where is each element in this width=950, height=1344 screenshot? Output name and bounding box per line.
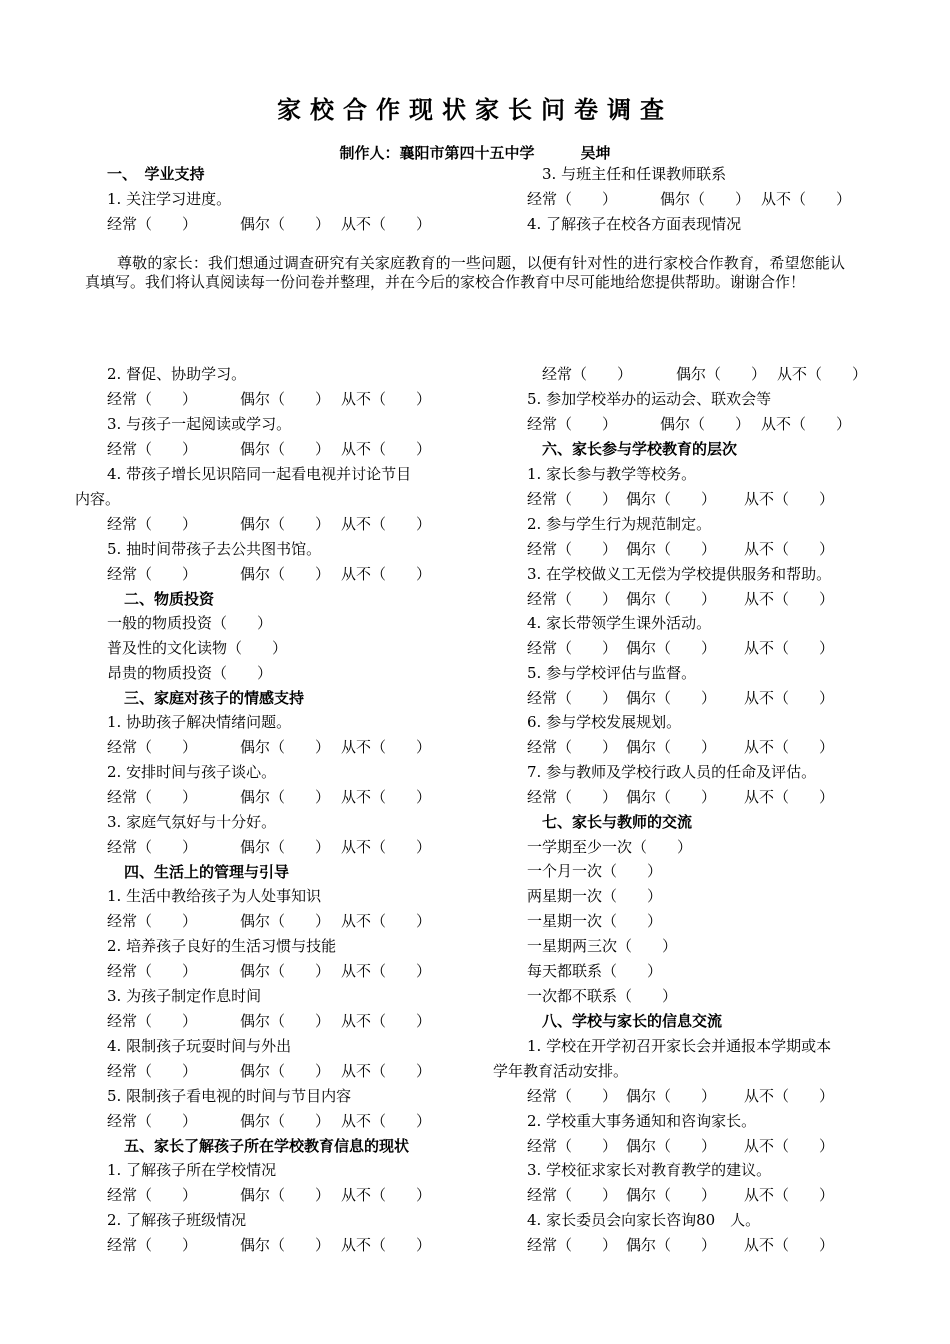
answer-sometimes[interactable]: 偶尔（ ） xyxy=(240,1112,331,1130)
question: 1. 协助孩子解决情绪问题。 xyxy=(107,713,292,731)
section-6-title: 六、家长参与学校教育的层次 xyxy=(542,440,738,458)
answer-often[interactable]: 经常（ ） xyxy=(107,440,198,458)
answer-often[interactable]: 经常（ ） xyxy=(107,1186,198,1204)
answer-sometimes[interactable]: 偶尔（ ） xyxy=(626,540,717,558)
option-item[interactable]: 一次都不联系（ ） xyxy=(527,987,678,1005)
question-continued: 内容。 xyxy=(75,490,121,508)
question: 7. 参与教师及学校行政人员的任命及评估。 xyxy=(527,763,817,781)
answer-sometimes[interactable]: 偶尔（ ） xyxy=(626,788,717,806)
answer-never[interactable]: 从不（ ） xyxy=(341,738,432,756)
answer-never[interactable]: 从不（ ） xyxy=(341,390,432,408)
question: 5. 限制孩子看电视的时间与节目内容 xyxy=(107,1087,352,1105)
option-item[interactable]: 一般的物质投资（ ） xyxy=(107,614,273,632)
answer-often[interactable]: 经常（ ） xyxy=(107,962,198,980)
question: 4. 家长委员会向家长咨询80 人。 xyxy=(527,1211,761,1229)
question: 5. 参加学校举办的运动会、联欢会等 xyxy=(527,390,772,408)
answer-sometimes[interactable]: 偶尔（ ） xyxy=(240,1236,331,1254)
answer-sometimes[interactable]: 偶尔（ ） xyxy=(240,215,331,233)
question: 1. 了解孩子所在学校情况 xyxy=(107,1161,277,1179)
answer-never[interactable]: 从不（ ） xyxy=(341,440,432,458)
answer-often[interactable]: 经常（ ） xyxy=(527,590,618,608)
answer-sometimes[interactable]: 偶尔（ ） xyxy=(240,738,331,756)
question: 3. 学校征求家长对教育教学的建议。 xyxy=(527,1161,772,1179)
option-item[interactable]: 昂贵的物质投资（ ） xyxy=(107,664,273,682)
section-8-title: 八、学校与家长的信息交流 xyxy=(542,1012,723,1030)
answer-sometimes[interactable]: 偶尔（ ） xyxy=(240,1062,331,1080)
answer-sometimes[interactable]: 偶尔（ ） xyxy=(240,1012,331,1030)
section-1-title: 一、 学业支持 xyxy=(107,165,205,183)
answer-often[interactable]: 经常（ ） xyxy=(107,1236,198,1254)
answer-sometimes[interactable]: 偶尔（ ） xyxy=(240,962,331,980)
answer-often[interactable]: 经常（ ） xyxy=(527,540,618,558)
answer-never[interactable]: 从不（ ） xyxy=(744,590,835,608)
answer-sometimes[interactable]: 偶尔（ ） xyxy=(240,515,331,533)
answer-never[interactable]: 从不（ ） xyxy=(341,565,432,583)
option-item[interactable]: 一星期两三次（ ） xyxy=(527,937,678,955)
option-item[interactable]: 两星期一次（ ） xyxy=(527,887,663,905)
answer-never[interactable]: 从不（ ） xyxy=(777,365,868,383)
answer-never[interactable]: 从不（ ） xyxy=(341,1062,432,1080)
answer-often[interactable]: 经常（ ） xyxy=(107,215,198,233)
answer-sometimes[interactable]: 偶尔（ ） xyxy=(626,1236,717,1254)
answer-never[interactable]: 从不（ ） xyxy=(341,838,432,856)
question: 2. 了解孩子班级情况 xyxy=(107,1211,247,1229)
answer-often[interactable]: 经常（ ） xyxy=(527,639,618,657)
answer-never[interactable]: 从不（ ） xyxy=(744,689,835,707)
answer-sometimes[interactable]: 偶尔（ ） xyxy=(660,415,751,433)
answer-never[interactable]: 从不（ ） xyxy=(341,515,432,533)
intro-paragraph: 尊敬的家长：我们想通过调查研究有关家庭教育的一些问题，以便有针对性的进行家校合作教育，希望您能认真填写。我们将认真阅读每一份问卷并整理，并在今后的家校合作教育中尽可能地给您提供帮助。谢谢合作！ xyxy=(85,254,845,291)
answer-often[interactable]: 经常（ ） xyxy=(527,1087,618,1105)
answer-often[interactable]: 经常（ ） xyxy=(107,1112,198,1130)
question: 3. 家庭气氛好与十分好。 xyxy=(107,813,277,831)
answer-often[interactable]: 经常（ ） xyxy=(542,365,633,383)
answer-never[interactable]: 从不（ ） xyxy=(761,415,852,433)
question: 1. 生活中教给孩子为人处事知识 xyxy=(107,887,322,905)
answer-never[interactable]: 从不（ ） xyxy=(341,1012,432,1030)
question: 3. 在学校做义工无偿为学校提供服务和帮助。 xyxy=(527,565,832,583)
answer-often[interactable]: 经常（ ） xyxy=(107,1062,198,1080)
option-item[interactable]: 一星期一次（ ） xyxy=(527,912,663,930)
answer-often[interactable]: 经常（ ） xyxy=(107,788,198,806)
answer-sometimes[interactable]: 偶尔（ ） xyxy=(626,639,717,657)
question: 4. 带孩子增长见识陪同一起看电视并讨论节目 xyxy=(107,465,412,483)
answer-often[interactable]: 经常（ ） xyxy=(107,565,198,583)
answer-never[interactable]: 从不（ ） xyxy=(744,788,835,806)
option-item[interactable]: 一个月一次（ ） xyxy=(527,862,663,880)
question: 1. 家长参与教学等校务。 xyxy=(527,465,697,483)
question: 2. 安排时间与孩子谈心。 xyxy=(107,763,277,781)
answer-never[interactable]: 从不（ ） xyxy=(744,490,835,508)
question-continued: 学年教育活动安排。 xyxy=(493,1062,629,1080)
answer-often[interactable]: 经常（ ） xyxy=(527,788,618,806)
answer-never[interactable]: 从不（ ） xyxy=(744,639,835,657)
answer-never[interactable]: 从不（ ） xyxy=(341,912,432,930)
answer-sometimes[interactable]: 偶尔（ ） xyxy=(626,1137,717,1155)
question: 4. 家长带领学生课外活动。 xyxy=(527,614,712,632)
answer-never[interactable]: 从不（ ） xyxy=(341,788,432,806)
answer-often[interactable]: 经常（ ） xyxy=(527,190,618,208)
question: 1. 学校在开学初召开家长会并通报本学期或本 xyxy=(527,1037,832,1055)
section-3-title: 三、家庭对孩子的情感支持 xyxy=(124,689,305,707)
answer-sometimes[interactable]: 偶尔（ ） xyxy=(626,1186,717,1204)
answer-sometimes[interactable]: 偶尔（ ） xyxy=(240,390,331,408)
answer-often[interactable]: 经常（ ） xyxy=(527,738,618,756)
section-7-title: 七、家长与教师的交流 xyxy=(542,813,693,831)
answer-sometimes[interactable]: 偶尔（ ） xyxy=(626,689,717,707)
answer-often[interactable]: 经常（ ） xyxy=(107,912,198,930)
answer-never[interactable]: 从不（ ） xyxy=(341,1112,432,1130)
question: 3. 与班主任和任课教师联系 xyxy=(542,165,727,183)
question: 2. 培养孩子良好的生活习惯与技能 xyxy=(107,937,337,955)
answer-often[interactable]: 经常（ ） xyxy=(527,1186,618,1204)
option-item[interactable]: 普及性的文化读物（ ） xyxy=(107,639,288,657)
answer-often[interactable]: 经常（ ） xyxy=(107,390,198,408)
answer-never[interactable]: 从不（ ） xyxy=(744,1186,835,1204)
question: 4. 限制孩子玩耍时间与外出 xyxy=(107,1037,292,1055)
option-item[interactable]: 每天都联系（ ） xyxy=(527,962,663,980)
answer-never[interactable]: 从不（ ） xyxy=(744,1087,835,1105)
answer-never[interactable]: 从不（ ） xyxy=(341,1236,432,1254)
answer-often[interactable]: 经常（ ） xyxy=(107,738,198,756)
question: 2. 学校重大事务通知和咨询家长。 xyxy=(527,1112,757,1130)
option-item[interactable]: 一学期至少一次（ ） xyxy=(527,838,693,856)
answer-sometimes[interactable]: 偶尔（ ） xyxy=(626,490,717,508)
answer-often[interactable]: 经常（ ） xyxy=(527,415,618,433)
answer-often[interactable]: 经常（ ） xyxy=(527,1137,618,1155)
answer-sometimes[interactable]: 偶尔（ ） xyxy=(240,912,331,930)
question: 5. 参与学校评估与监督。 xyxy=(527,664,697,682)
answer-never[interactable]: 从不（ ） xyxy=(744,540,835,558)
answer-never[interactable]: 从不（ ） xyxy=(744,738,835,756)
answer-often[interactable]: 经常（ ） xyxy=(107,515,198,533)
question: 5. 抽时间带孩子去公共图书馆。 xyxy=(107,540,322,558)
section-2-title: 二、物质投资 xyxy=(124,590,215,608)
answer-sometimes[interactable]: 偶尔（ ） xyxy=(676,365,767,383)
answer-never[interactable]: 从不（ ） xyxy=(341,1186,432,1204)
answer-sometimes[interactable]: 偶尔（ ） xyxy=(240,838,331,856)
author-line xyxy=(0,142,950,163)
page-title: 家校合作现状家长问卷调查 xyxy=(277,96,673,124)
question: 2. 督促、协助学习。 xyxy=(107,365,247,383)
answer-sometimes[interactable]: 偶尔（ ） xyxy=(626,738,717,756)
answer-sometimes[interactable]: 偶尔（ ） xyxy=(626,1087,717,1105)
question: 2. 参与学生行为规范制定。 xyxy=(527,515,712,533)
answer-never[interactable]: 从不（ ） xyxy=(761,190,852,208)
answer-often[interactable]: 经常（ ） xyxy=(527,490,618,508)
answer-often[interactable]: 经常（ ） xyxy=(107,1012,198,1030)
section-4-title: 四、生活上的管理与引导 xyxy=(124,863,290,881)
question: 6. 参与学校发展规划。 xyxy=(527,713,682,731)
answer-sometimes[interactable]: 偶尔（ ） xyxy=(240,788,331,806)
answer-sometimes[interactable]: 偶尔（ ） xyxy=(626,590,717,608)
question: 4. 了解孩子在校各方面表现情况 xyxy=(527,215,742,233)
author-name: 吴坤 xyxy=(580,144,611,162)
answer-never[interactable]: 从不（ ） xyxy=(744,1137,835,1155)
answer-never[interactable]: 从不（ ） xyxy=(744,1236,835,1254)
question: 1. 关注学习进度。 xyxy=(107,190,232,208)
answer-sometimes[interactable]: 偶尔（ ） xyxy=(660,190,751,208)
answer-never[interactable]: 从不（ ） xyxy=(341,962,432,980)
question: 3. 与孩子一起阅读或学习。 xyxy=(107,415,292,433)
question: 3. 为孩子制定作息时间 xyxy=(107,987,262,1005)
author-school: 制作人：襄阳市第四十五中学 xyxy=(339,144,535,162)
answer-often[interactable]: 经常（ ） xyxy=(527,689,618,707)
answer-sometimes[interactable]: 偶尔（ ） xyxy=(240,565,331,583)
answer-sometimes[interactable]: 偶尔（ ） xyxy=(240,440,331,458)
answer-often[interactable]: 经常（ ） xyxy=(107,838,198,856)
answer-often[interactable]: 经常（ ） xyxy=(527,1236,618,1254)
answer-never[interactable]: 从不（ ） xyxy=(341,215,432,233)
section-5-title: 五、家长了解孩子所在学校教育信息的现状 xyxy=(124,1137,410,1155)
answer-sometimes[interactable]: 偶尔（ ） xyxy=(240,1186,331,1204)
